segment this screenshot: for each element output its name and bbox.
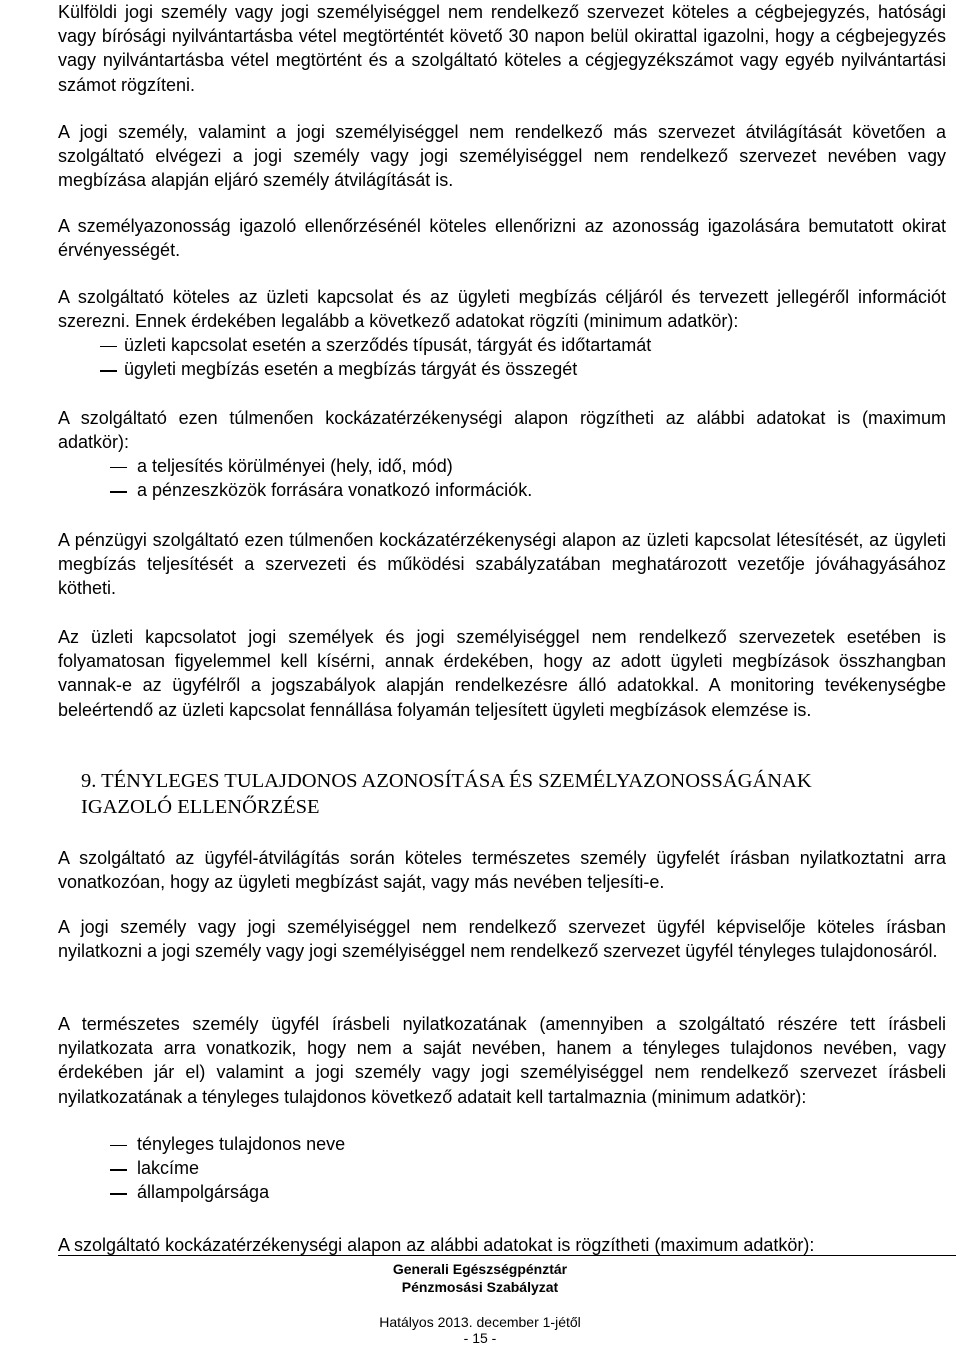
maximum-data-list [58,454,946,502]
section-heading [81,768,901,820]
footer-effective-date: Hatályos 2013. december 1-jétől [379,1314,581,1330]
dash-bullet-icon [110,1145,127,1146]
paragraph: A szolgáltató köteles az üzleti kapcsolat és az ügyleti megbízás céljáról és tervezett jellegéről információt szerezni. Ennek érdekében legalább a következő adatokat rögzíti (minimum adatkör): [58,287,946,332]
dash-bullet-icon [110,467,127,468]
dash-bullet-icon [110,1193,127,1194]
paragraph: Az üzleti kapcsolatot jogi személyek és jogi személyiséggel nem rendelkező szervezetek esetében is folyamatosan figyelemmel kell kísérni, annak érdekében, hogy az adott ügyleti megbízások összhangban vannak-e az ügyfélről a jogszabályok alapján rendelkezésre álló adatokkal. A monitoring tevékenységbe beleértendő az üzleti kapcsolat fennállása folyamán teljesített ügyleti megbízások elemzése is. [58,627,946,720]
paragraph: A szolgáltató az ügyfél-átvilágítás során köteles természetes személy ügyfelét írásban nyilatkoztatni arra vonatkozóan, hogy az ügyleti megbízást saját, vagy más nevében teljesíti-e. [58,848,946,893]
paragraph: A személyazonosság igazoló ellenőrzésénél köteles ellenőrizni az azonosság igazolására bemutatott okirat érvényességét. [58,216,946,261]
paragraph: Külföldi jogi személy vagy jogi személyiséggel nem rendelkező szervezet köteles a cégbejegyzés, hatósági vagy bírósági nyilvántartásba vétel megtörténtét követő 30 napon belül okirattal igazolni, hogy a cégbejegyzés vagy nyilvántartásba vétel megtörtént és a szolgáltató köteles a cégjegyzékszámot vagy egyéb nyilvántartási számot rögzíteni. [58,2,946,95]
list-item-text: ügyleti megbízás esetén a megbízás tárgyát és összegét [124,359,578,380]
minimum-data-list [58,333,946,381]
list-item [58,1132,946,1156]
paragraph: A szolgáltató ezen túlmenően kockázatérzékenységi alapon rögzítheti az alábbi adatokat is (maximum adatkör): [58,408,946,453]
page-number: - 15 - [463,1330,497,1346]
list-item [58,1156,946,1180]
list-item [58,333,946,357]
paragraph: A jogi személy vagy jogi személyiséggel nem rendelkező szervezet ügyfél képviselője köteles írásban nyilatkozni a jogi személy vagy jogi személyiséggel nem rendelkező szervezet ügyfél tényleges tulajdonosáról. [58,917,946,962]
list-item-text: üzleti kapcsolat esetén a szerződés típusát, tárgyát és időtartamát [124,335,652,355]
section-heading-line: IGAZOLÓ ELLENŐRZÉSE [81,796,320,818]
section-heading-line: 9. TÉNYLEGES TULAJDONOS AZONOSÍTÁSA ÉS SZEMÉLYAZONOSSÁGÁNAK [81,770,812,792]
list-item [58,454,946,478]
paragraph: A jogi személy, valamint a jogi személyiséggel nem rendelkező más szervezet átvilágítását követően a szolgáltató elvégezi a jogi személy vagy jogi személyiséggel nem rendelkező szervezet nevében vagy megbízása alapján eljáró személy átvilágítását is. [58,122,946,191]
dash-bullet-icon [100,346,117,347]
footer-divider [58,1255,956,1256]
list-item-text: állampolgársága [137,1182,270,1203]
list-item [58,357,946,381]
paragraph: A természetes személy ügyfél írásbeli nyilatkozatának (amennyiben a szolgáltató részére tett írásbeli nyilatkozata arra vonatkozik, hogy nem a saját nevében, hanem a tényleges tulajdonos nevében, vagy érdekében jár el) valamint a jogi személy vagy jogi személyiséggel nem rendelkező szervezet írásbeli nyilatkozatának a tényleges tulajdonos következő adatait kell tartalmaznia (minimum adatkör): [58,1014,946,1107]
owner-data-list [58,1132,946,1205]
paragraph: A szolgáltató kockázatérzékenységi alapon az alábbi adatokat is rögzítheti (maximum adatkör): [58,1235,815,1255]
list-item-text: lakcíme [137,1158,200,1179]
dash-bullet-icon [110,1169,127,1170]
list-item [58,1180,946,1204]
paragraph: A pénzügyi szolgáltató ezen túlmenően kockázatérzékenységi alapon az üzleti kapcsolat létesítését, az ügyleti megbízás teljesítését a szervezeti és működési szabályzatában meghatározott vezetője jóváhagyásához kötheti. [58,530,946,599]
list-item-text: a teljesítés körülményei (hely, idő, mód) [137,456,453,476]
list-item [58,478,946,502]
dash-bullet-icon [110,491,127,492]
footer-doc-title: Pénzmosási Szabályzat [401,1279,559,1295]
dash-bullet-icon [100,370,117,371]
list-item-text: a pénzeszközök forrására vonatkozó információk. [137,480,533,501]
list-item-text: tényleges tulajdonos neve [137,1134,346,1154]
footer-company: Generali Egészségpénztár [392,1261,568,1277]
